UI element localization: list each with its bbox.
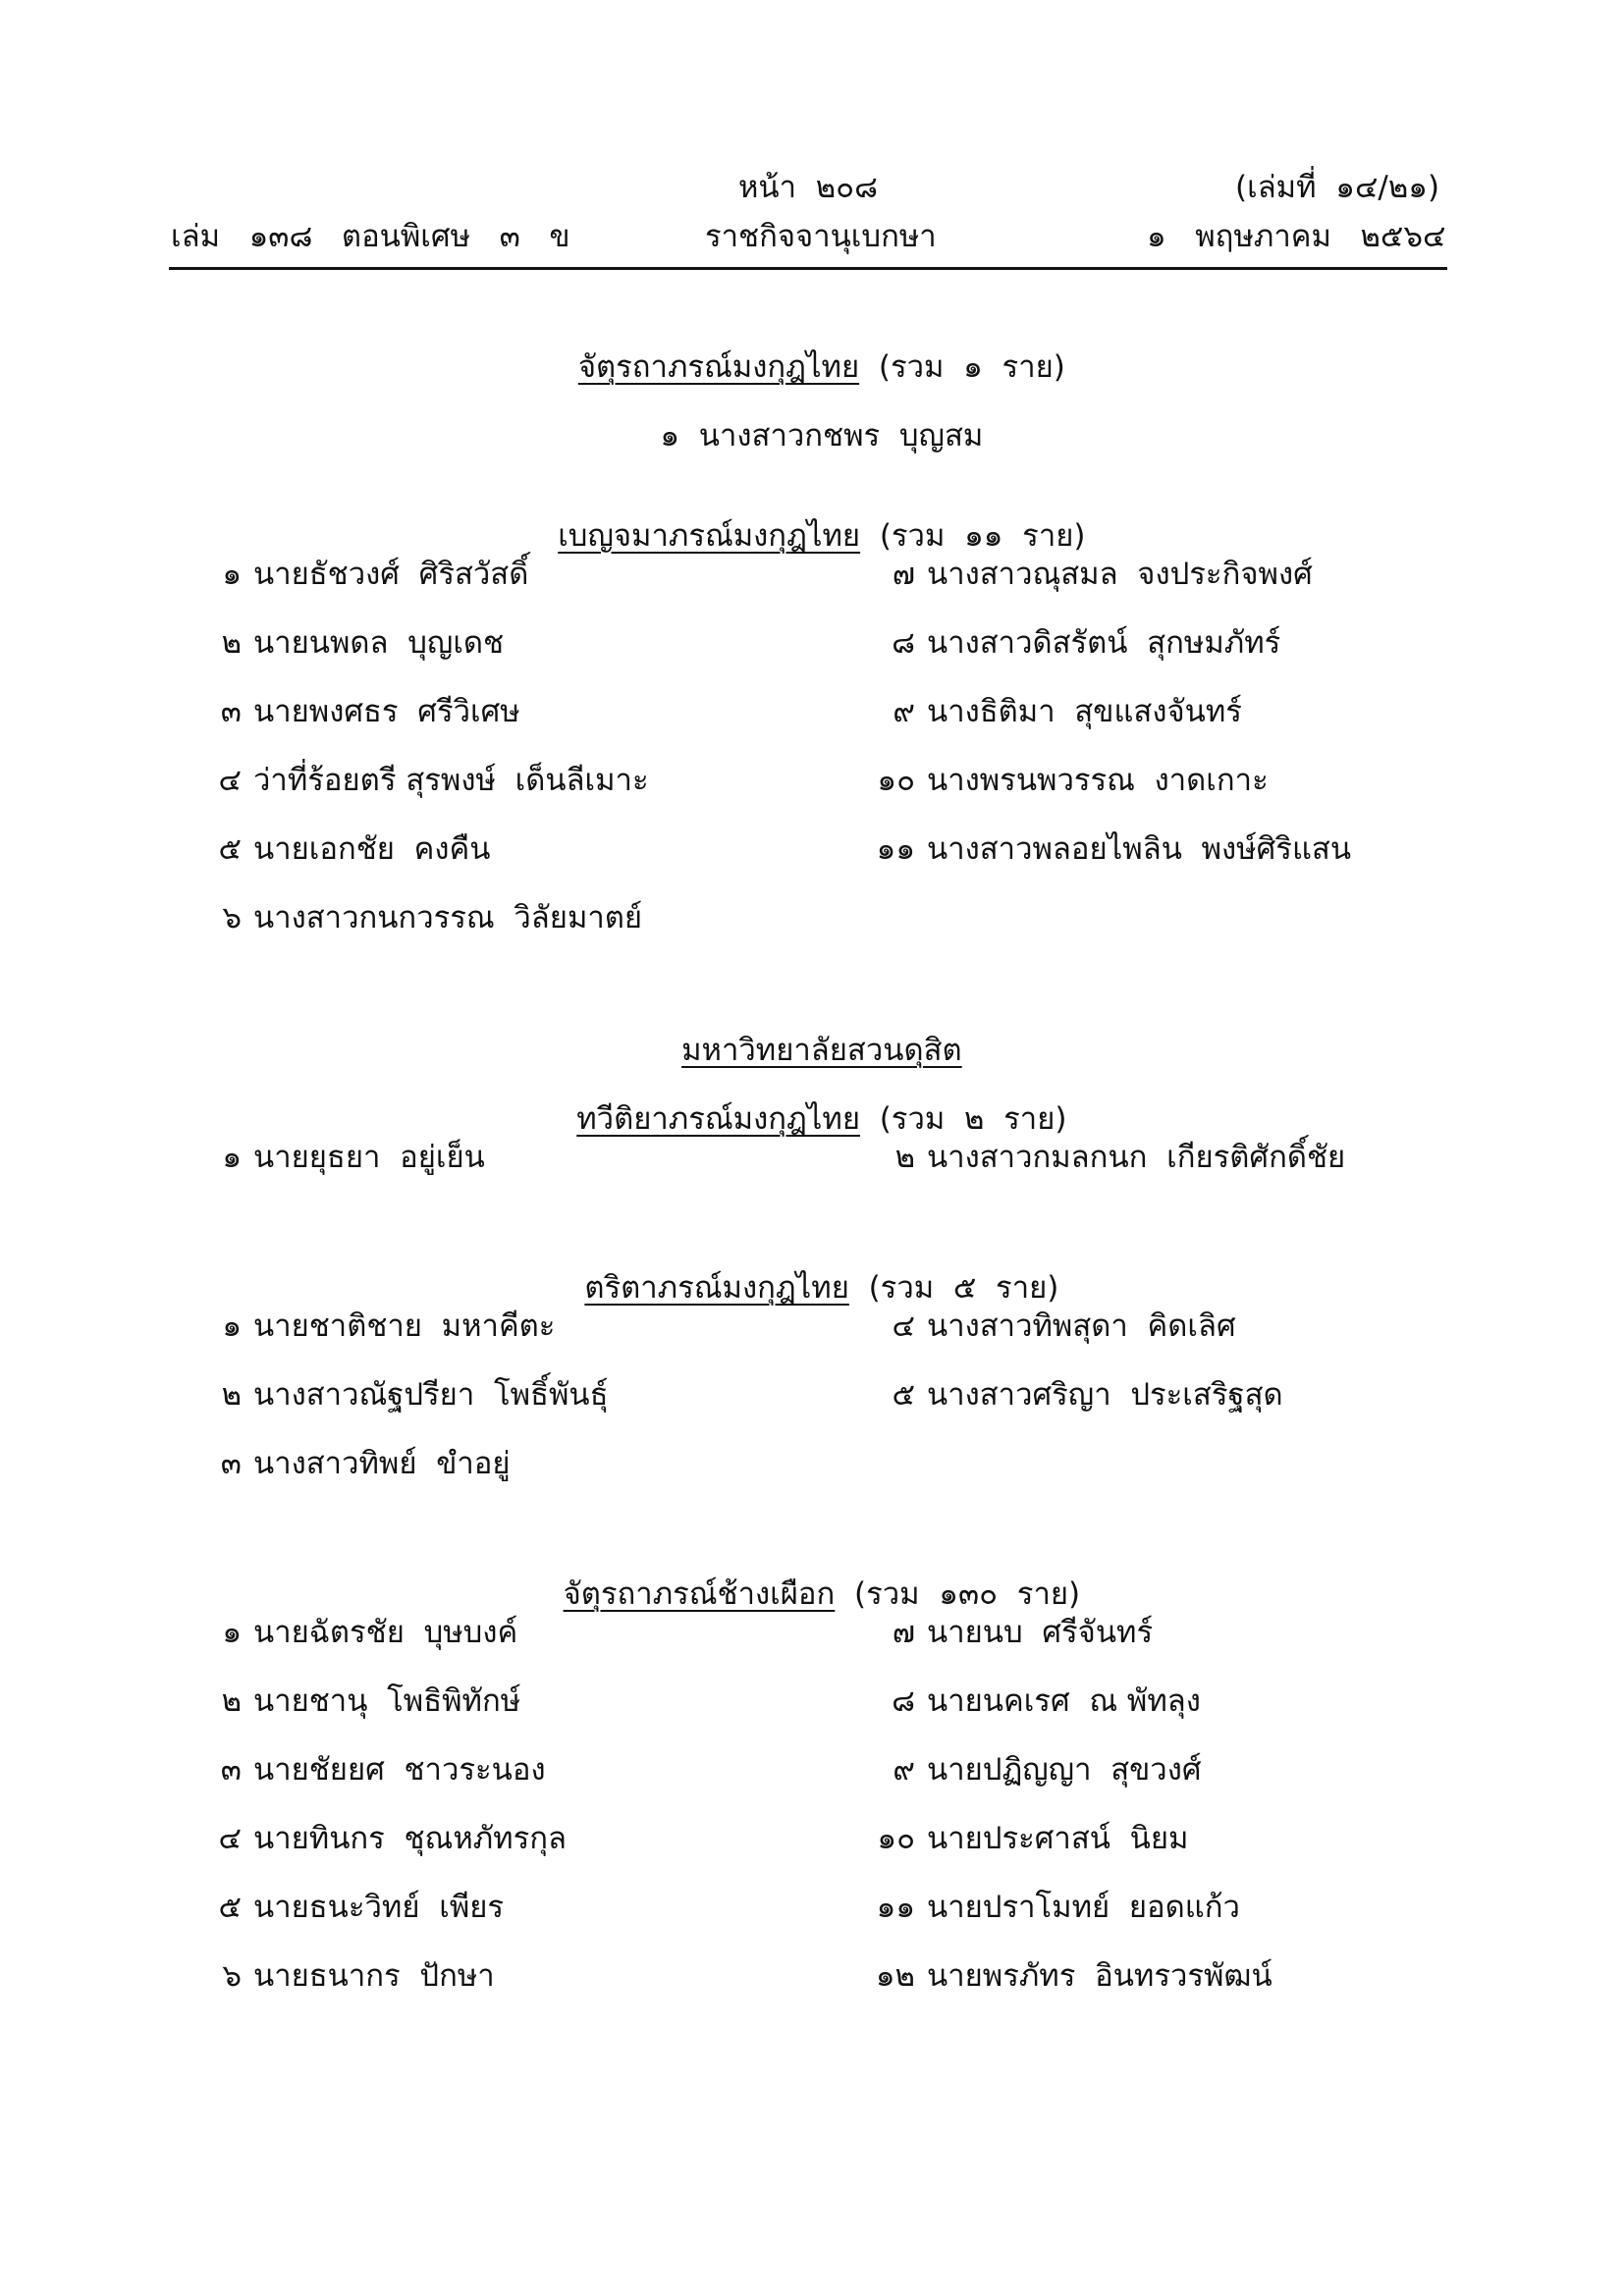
list-item bbox=[870, 1615, 1154, 1650]
decoration-name: จัตุรถาภรณ์ช้างเผือก bbox=[563, 1576, 836, 1612]
item-name: นายนคเรศ ณ พัทลุง bbox=[927, 1683, 1201, 1719]
item-name: นายชาติชาย มหาคีตะ bbox=[253, 1308, 556, 1344]
section-title bbox=[0, 1549, 1624, 1610]
item-number: ๔ bbox=[218, 763, 242, 798]
item-name: นายพงศธร ศรีวิเศษ bbox=[253, 694, 520, 729]
item-name: นายยุธยา อยู่เย็น bbox=[253, 1140, 485, 1175]
item-name: นายพรภัทร อินทรวรพัฒน์ bbox=[927, 1958, 1272, 1994]
list-item bbox=[196, 1890, 505, 1925]
list-item bbox=[196, 1752, 546, 1788]
header-divider bbox=[169, 267, 1447, 270]
item-name: นายปราโมทย์ ยอดแก้ว bbox=[927, 1890, 1240, 1925]
list-item bbox=[870, 1140, 1346, 1175]
item-number: ๘ bbox=[892, 625, 915, 661]
list-item bbox=[196, 763, 649, 798]
item-number: ๘ bbox=[892, 1683, 915, 1719]
list-item bbox=[196, 900, 643, 935]
section-total: (รวม ๒ ราย) bbox=[879, 1101, 1067, 1137]
list-item bbox=[870, 1377, 1283, 1413]
section-total: (รวม ๑๑ ราย) bbox=[879, 518, 1086, 554]
decoration-name: เบญจมาภรณ์มงกุฎไทย bbox=[558, 518, 861, 554]
item-name: นางสาวศริญา ประเสริฐสุด bbox=[927, 1377, 1283, 1413]
list-item bbox=[196, 625, 505, 661]
list-item bbox=[196, 1683, 521, 1719]
item-number: ๗ bbox=[892, 557, 915, 592]
item-number: ๑๐ bbox=[877, 1821, 915, 1856]
item-number: ๓ bbox=[220, 1752, 242, 1788]
item-name: นายธนากร ปักษา bbox=[253, 1958, 495, 1994]
list-item bbox=[870, 1683, 1201, 1719]
list-item bbox=[870, 557, 1313, 592]
item-number: ๑ bbox=[660, 418, 680, 454]
section-title bbox=[0, 1074, 1624, 1135]
list-item bbox=[870, 763, 1269, 798]
item-number: ๗ bbox=[892, 1615, 915, 1650]
item-number: ๔ bbox=[892, 1308, 915, 1344]
section-total: (รวม ๕ ราย) bbox=[868, 1270, 1059, 1306]
section-title bbox=[0, 1243, 1624, 1304]
university-label: มหาวิทยาลัยสวนดุสิต bbox=[681, 1033, 962, 1068]
list-item bbox=[196, 1958, 495, 1994]
section-total: (รวม ๑๓๐ ราย) bbox=[854, 1576, 1081, 1612]
page-number: หน้า ๒๐๘ bbox=[738, 170, 879, 205]
list-item bbox=[870, 1821, 1189, 1856]
list-item bbox=[196, 557, 529, 592]
item-name: นายปฏิญญา สุขวงศ์ bbox=[927, 1752, 1202, 1788]
decoration-name: ทวีติยาภรณ์มงกุฎไทย bbox=[576, 1101, 860, 1137]
item-name: นายธัชวงศ์ ศิริสวัสดิ์ bbox=[253, 557, 529, 592]
item-name: นางพรนพวรรณ งาดเกาะ bbox=[927, 763, 1269, 798]
item-number: ๔ bbox=[218, 1821, 242, 1856]
decoration-name: จัตุรถาภรณ์มงกุฎไทย bbox=[577, 349, 860, 385]
list-item bbox=[196, 1615, 518, 1650]
item-name: นางสาวทิพสุดา คิดเลิศ bbox=[927, 1308, 1236, 1344]
item-name: นายนบ ศรีจันทร์ bbox=[927, 1615, 1154, 1650]
section-total: (รวม ๑ ราย) bbox=[878, 349, 1065, 385]
list-item bbox=[870, 1890, 1240, 1925]
item-number: ๑๐ bbox=[877, 763, 915, 798]
publication-date: ๑ พฤษภาคม ๒๕๖๔ bbox=[1147, 219, 1446, 254]
item-number: ๙ bbox=[893, 694, 915, 729]
item-number: ๖ bbox=[222, 1958, 242, 1994]
section-title bbox=[0, 322, 1624, 383]
item-number: ๑๒ bbox=[875, 1958, 915, 1994]
volume-part: (เล่มที่ ๑๔/๒๑) bbox=[1235, 170, 1440, 205]
item-number: ๕ bbox=[218, 831, 242, 867]
item-name: นายฉัตรชัย บุษบงค์ bbox=[253, 1615, 518, 1650]
item-number: ๒ bbox=[894, 1140, 915, 1175]
list-item bbox=[196, 1446, 511, 1481]
item-number: ๑ bbox=[222, 1308, 242, 1344]
item-number: ๓ bbox=[220, 1446, 242, 1481]
list-item bbox=[870, 1752, 1202, 1788]
item-number: ๑๑ bbox=[876, 831, 915, 867]
item-name: นายนพดล บุญเดช bbox=[253, 625, 505, 661]
item-name: นางสาวพลอยไพลิน พงษ์ศิริแสน bbox=[927, 831, 1352, 867]
item-number: ๖ bbox=[222, 900, 242, 935]
gazette-name: ราชกิจจานุเบกษา bbox=[705, 219, 937, 254]
list-item bbox=[196, 1308, 556, 1344]
item-name: นายชานุ โพธิพิทักษ์ bbox=[253, 1683, 521, 1719]
decoration-name: ตริตาภรณ์มงกุฎไทย bbox=[584, 1270, 849, 1306]
item-name: นายเอกชัย คงคืน bbox=[253, 831, 491, 867]
item-number: ๒ bbox=[221, 1377, 242, 1413]
section-title bbox=[0, 491, 1624, 552]
item-name: นายประศาสน์ นิยม bbox=[927, 1821, 1189, 1856]
item-number: ๑ bbox=[222, 1140, 242, 1175]
item-name: นางสาวดิสรัตน์ สุกษมภัทร์ bbox=[927, 625, 1281, 661]
item-number: ๑ bbox=[222, 557, 242, 592]
list-item bbox=[196, 1377, 609, 1413]
item-number: ๓ bbox=[220, 694, 242, 729]
list-item bbox=[870, 1958, 1272, 1994]
list-item bbox=[196, 1140, 485, 1175]
list-item bbox=[870, 831, 1352, 867]
item-name: นางสาวกมลกนก เกียรติศักดิ์ชัย bbox=[927, 1140, 1346, 1175]
item-name: นางสาวณุสมล จงประกิจพงศ์ bbox=[927, 557, 1313, 592]
item-name: ว่าที่ร้อยตรี สุรพงษ์ เด็นลีเมาะ bbox=[253, 763, 649, 798]
item-name: นางสาวทิพย์ ขำอยู่ bbox=[253, 1446, 511, 1481]
item-name: นายทินกร ชุณหภัทรกุล bbox=[253, 1821, 568, 1856]
item-name: นางสาวกชพร บุญสม bbox=[698, 418, 984, 454]
item-name: นายธนะวิทย์ เพียร bbox=[253, 1890, 505, 1925]
list-item bbox=[0, 391, 1624, 452]
item-name: นางสาวกนกวรรณ วิลัยมาตย์ bbox=[253, 900, 643, 935]
item-number: ๕ bbox=[218, 1890, 242, 1925]
item-number: ๙ bbox=[893, 1752, 915, 1788]
item-number: ๒ bbox=[221, 625, 242, 661]
item-name: นางธิติมา สุขแสงจันทร์ bbox=[927, 694, 1242, 729]
list-item bbox=[870, 625, 1281, 661]
item-name: นางสาวณัฐปรียา โพธิ์พันธุ์ bbox=[253, 1377, 609, 1413]
issue-info: เล่ม ๑๓๘ ตอนพิเศษ ๓ ข bbox=[171, 219, 570, 254]
item-number: ๑๑ bbox=[876, 1890, 915, 1925]
list-item bbox=[870, 1308, 1236, 1344]
list-item bbox=[870, 694, 1242, 729]
list-item bbox=[196, 694, 520, 729]
list-item bbox=[196, 1821, 568, 1856]
list-item bbox=[196, 831, 491, 867]
item-number: ๑ bbox=[222, 1615, 242, 1650]
item-name: นายชัยยศ ชาวระนอง bbox=[253, 1752, 546, 1788]
item-number: ๕ bbox=[892, 1377, 915, 1413]
item-number: ๒ bbox=[221, 1683, 242, 1719]
university-name bbox=[0, 1005, 1624, 1066]
